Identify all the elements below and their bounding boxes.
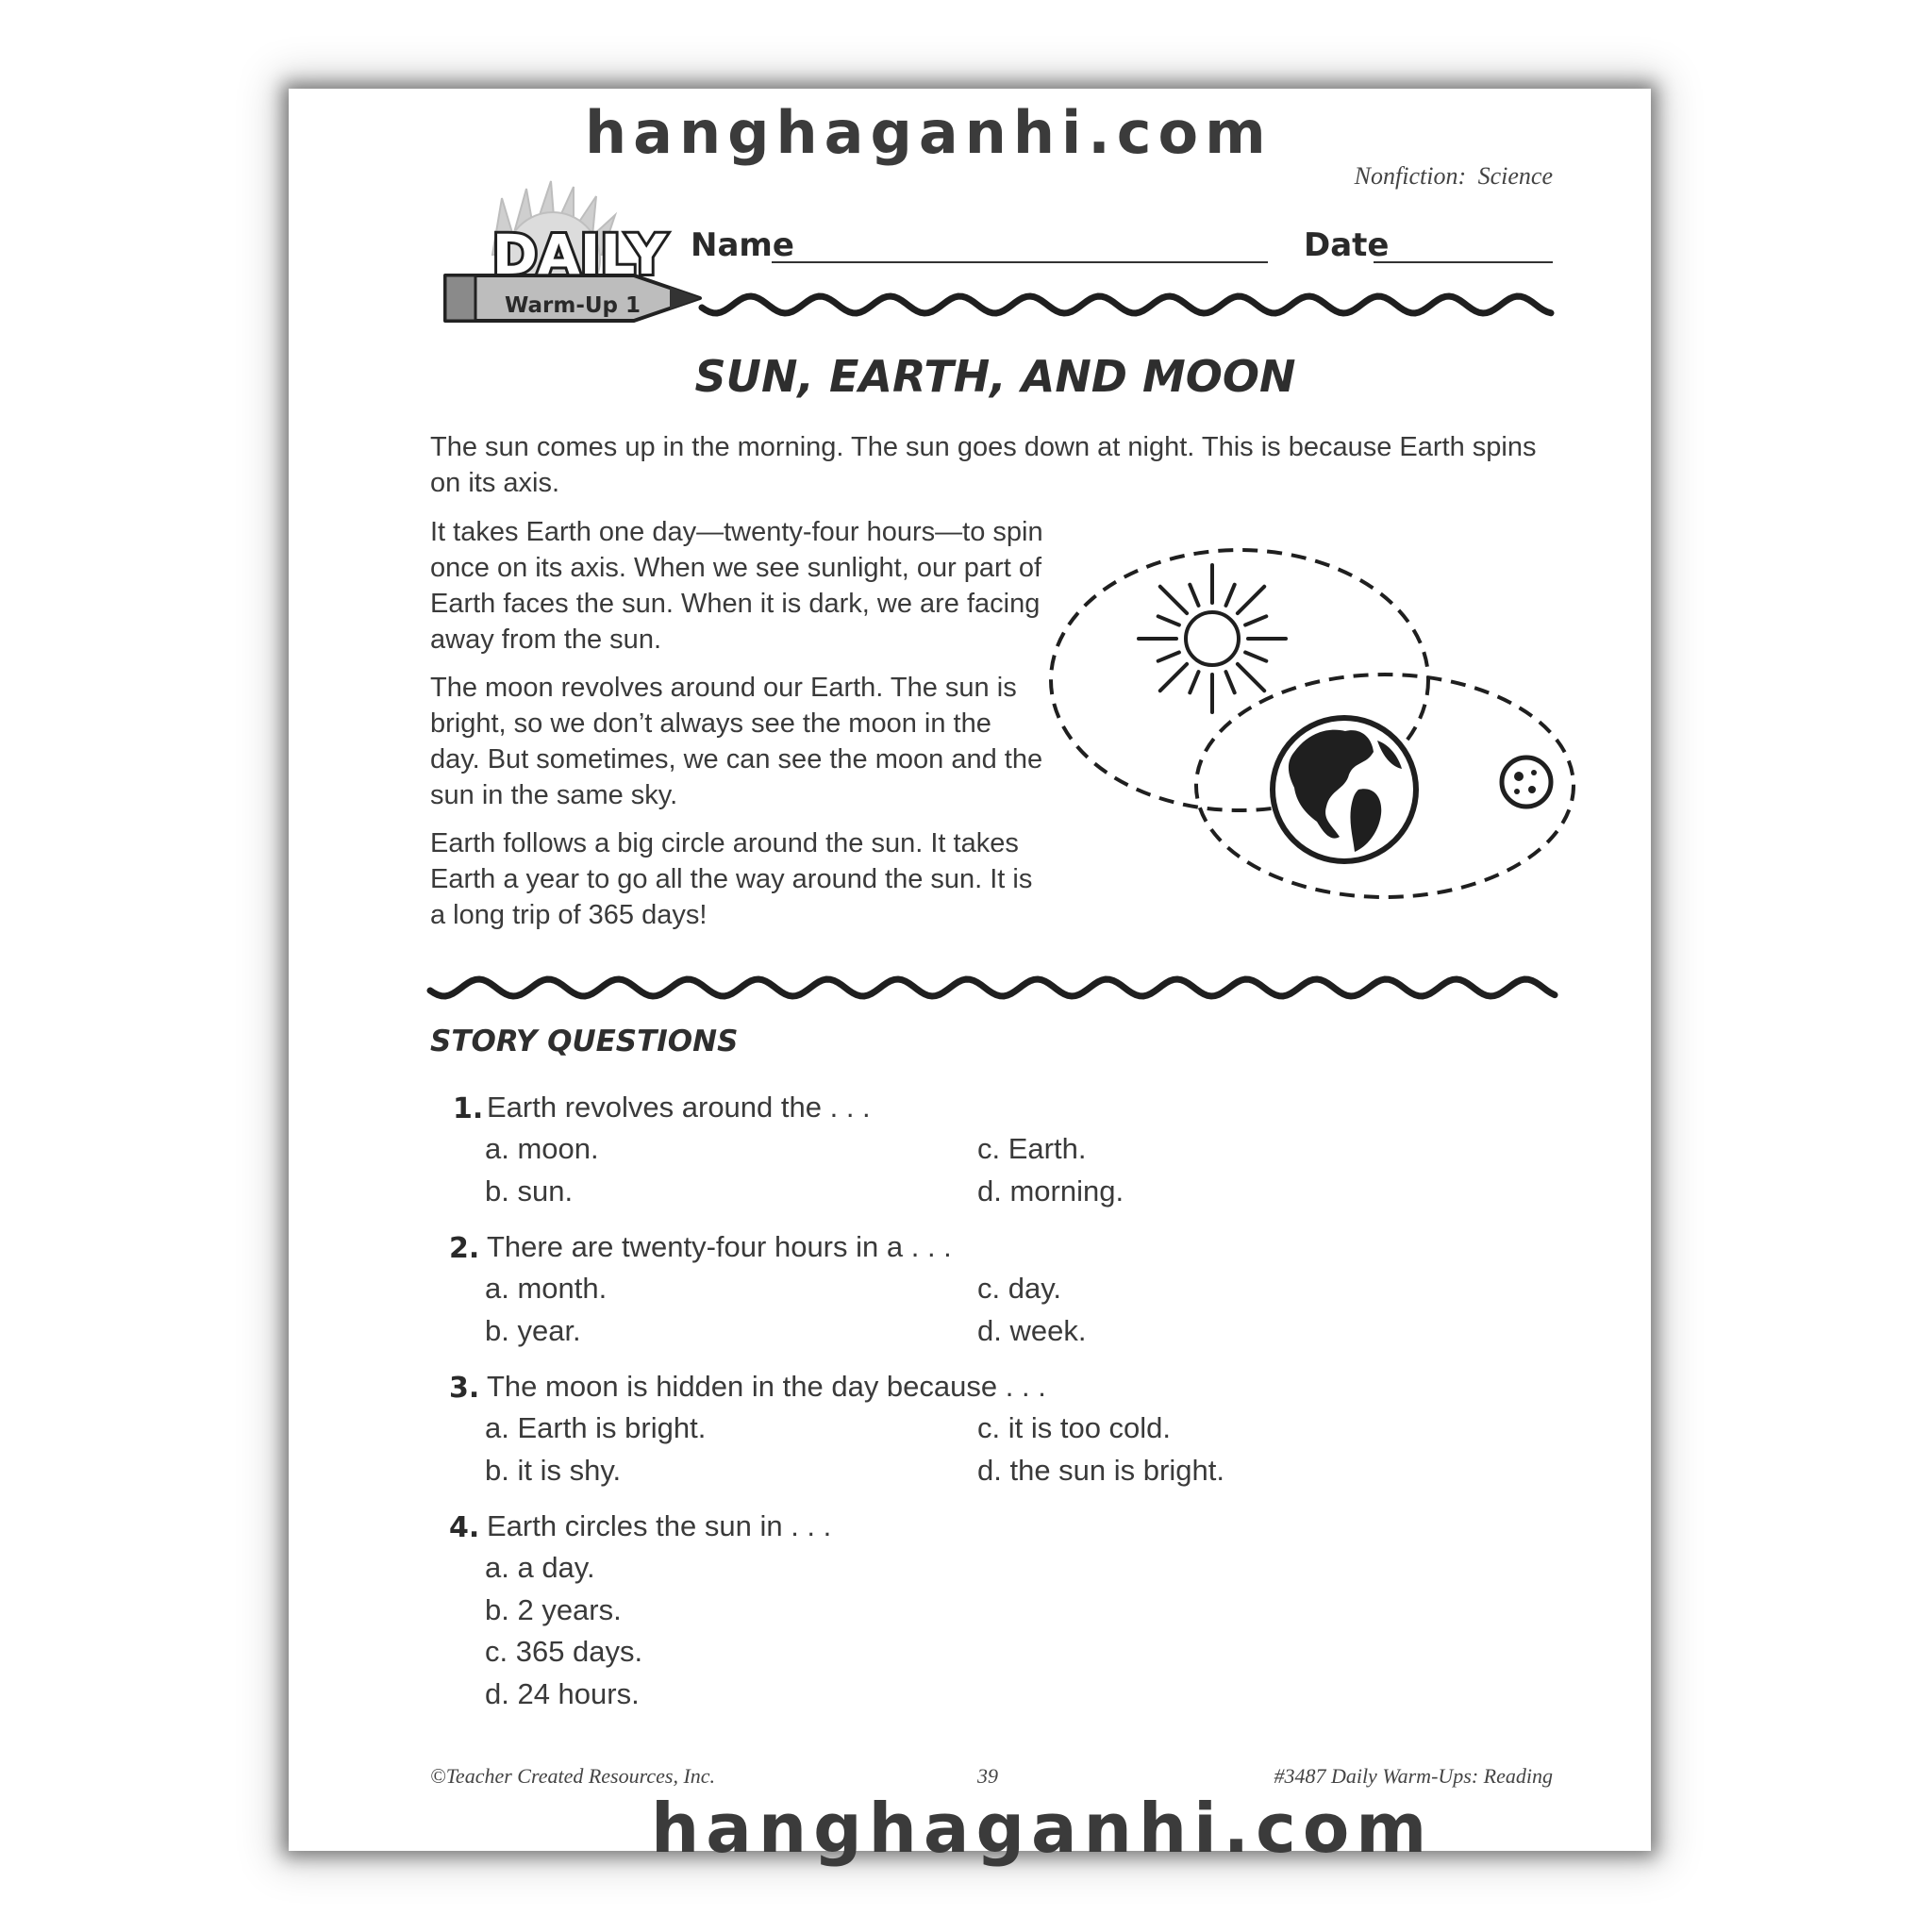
question-1-text: Earth revolves around the . . .	[487, 1091, 871, 1124]
question-4-option-c[interactable]: c. 365 days.	[485, 1635, 643, 1668]
question-4-option-d[interactable]: d. 24 hours.	[485, 1677, 640, 1710]
passage-paragraph-3: The moon revolves around our Earth. The sun is bright, so we don’t always see the moon in the day. But sometimes, we can see the moon and the sun in the same sky.	[430, 673, 1043, 810]
footer-product-title: #3487 Daily Warm-Ups: Reading	[1274, 1764, 1553, 1788]
question-2-text: There are twenty-four hours in a . . .	[487, 1230, 952, 1263]
passage-paragraph-4: Earth follows a big circle around the sun. It takes Earth a year to go all the way around the sun. It is a long trip of 365 days!	[430, 828, 1033, 930]
question-3-number: 3.	[449, 1372, 480, 1405]
passage-paragraph-1: The sun comes up in the morning. The sun goes down at night. This is because Earth spins on its axis.	[430, 432, 1537, 498]
watermark-top: hanghaganhi.com	[585, 98, 1273, 167]
passage-paragraph-2: It takes Earth one day—twenty-four hours—to spin once on its axis. When we see sunlight, our part of Earth faces the sun. When it is dark, we are facing away from the sun.	[430, 517, 1043, 655]
watermark-bottom: hanghaganhi.com	[651, 1789, 1434, 1868]
question-4-option-b[interactable]: b. 2 years.	[485, 1593, 622, 1626]
sun-icon	[1139, 565, 1286, 712]
question-4-number: 4.	[449, 1511, 480, 1544]
name-label: Name	[691, 226, 794, 264]
question-2-option-d[interactable]: d. week.	[977, 1314, 1087, 1347]
story-questions-heading: STORY QUESTIONS	[430, 1024, 739, 1058]
question-1-option-c[interactable]: c. Earth.	[977, 1132, 1087, 1165]
running-head: Nonfiction: Science	[1354, 162, 1553, 190]
question-1-option-d[interactable]: d. morning.	[977, 1174, 1124, 1208]
question-2-number: 2.	[449, 1232, 480, 1265]
badge-word: DAILY	[491, 223, 667, 287]
sun-earth-moon-illustration	[1047, 542, 1575, 910]
date-label: Date	[1304, 226, 1390, 264]
header-wave-divider	[698, 289, 1557, 321]
question-1-option-b[interactable]: b. sun.	[485, 1174, 574, 1208]
question-3-option-d[interactable]: d. the sun is bright.	[977, 1454, 1224, 1487]
question-3-option-a[interactable]: a. Earth is bright.	[485, 1411, 707, 1444]
question-3-option-c[interactable]: c. it is too cold.	[977, 1411, 1172, 1444]
name-field[interactable]	[772, 261, 1268, 263]
question-2-option-c[interactable]: c. day.	[977, 1272, 1062, 1305]
footer-copyright: ©Teacher Created Resources, Inc.	[430, 1764, 716, 1788]
footer-page-number: 39	[977, 1764, 998, 1788]
moon-icon	[1502, 758, 1551, 807]
earth-icon	[1273, 718, 1416, 861]
badge-label: Warm-Up 1	[504, 293, 641, 318]
daily-warmup-badge	[436, 170, 719, 340]
question-1-number: 1.	[453, 1092, 484, 1125]
question-2-option-b[interactable]: b. year.	[485, 1314, 581, 1347]
section-wave-divider	[426, 972, 1560, 1004]
question-4-option-a[interactable]: a. a day.	[485, 1551, 595, 1584]
question-3-text: The moon is hidden in the day because . . .	[487, 1370, 1046, 1403]
question-2-option-a[interactable]: a. month.	[485, 1272, 608, 1305]
page-title: SUN, EARTH, AND MOON	[694, 351, 1296, 402]
question-4-text: Earth circles the sun in . . .	[487, 1509, 832, 1542]
date-field[interactable]	[1374, 261, 1553, 263]
question-1-option-a[interactable]: a. moon.	[485, 1132, 599, 1165]
question-3-option-b[interactable]: b. it is shy.	[485, 1454, 622, 1487]
